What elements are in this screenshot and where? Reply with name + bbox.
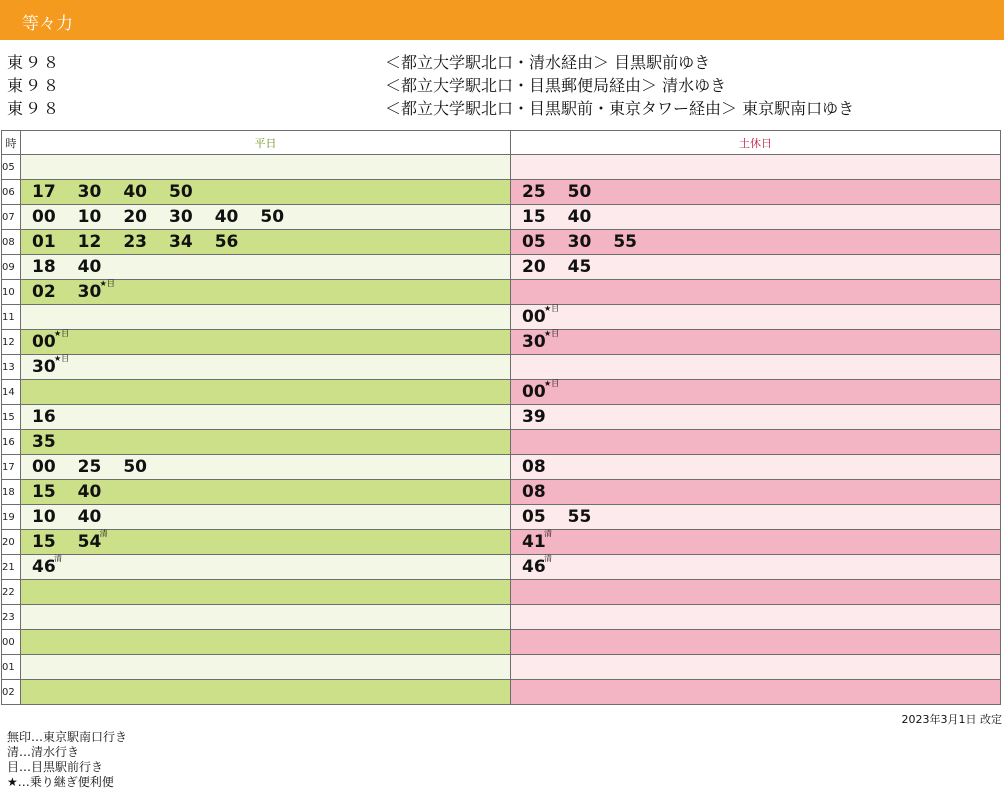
weekday-cell xyxy=(21,205,511,230)
holiday-cell xyxy=(511,530,1001,555)
hour-cell: 00 xyxy=(2,630,21,655)
minute-value: 00 xyxy=(522,307,546,327)
holiday-cell xyxy=(511,355,1001,380)
departure-minute xyxy=(32,457,56,477)
timetable-row xyxy=(2,630,1001,655)
minute-value: 00 xyxy=(32,457,56,477)
minute-value: 10 xyxy=(32,507,56,527)
weekday-cell xyxy=(21,430,511,455)
holiday-cell xyxy=(511,380,1001,405)
minute-list xyxy=(511,304,1000,327)
weekday-cell xyxy=(21,405,511,430)
holiday-cell xyxy=(511,405,1001,430)
hour-cell: 22 xyxy=(2,580,21,605)
departure-minute xyxy=(568,182,592,202)
legend-item: 清…清水行き xyxy=(7,745,80,759)
weekday-cell xyxy=(21,380,511,405)
timetable-header-row xyxy=(2,131,1001,155)
route-item xyxy=(0,71,1006,94)
departure-minute xyxy=(78,232,102,252)
destination-mark: ★目 xyxy=(544,379,560,388)
departure-minute xyxy=(32,232,56,252)
weekday-cell xyxy=(21,455,511,480)
departure-minute xyxy=(123,182,147,202)
departure-minute xyxy=(568,207,592,227)
weekday-cell xyxy=(21,255,511,280)
minute-value: 23 xyxy=(123,232,148,252)
minute-list xyxy=(21,482,510,502)
legend-item: ★…乗り継ぎ便利便 xyxy=(7,775,114,789)
minute-list xyxy=(21,354,510,377)
route-number: 東９８ xyxy=(7,99,62,118)
minute-value: 25 xyxy=(77,457,102,477)
route-destination: ＜都立大学駅北口・目黒駅前・東京タワー経由＞ 東京駅南口ゆき xyxy=(385,99,855,118)
minute-value: 34 xyxy=(169,232,193,252)
departure-minute xyxy=(32,482,56,502)
minute-list xyxy=(511,257,1000,277)
departure-minute xyxy=(32,432,56,452)
route-destination: ＜都立大学駅北口・清水経由＞ 目黒駅前ゆき xyxy=(385,53,711,72)
route-list xyxy=(0,48,1006,117)
legend-item: 目…目黒駅前行き xyxy=(7,760,104,774)
minute-list xyxy=(21,182,510,202)
holiday-cell xyxy=(511,205,1001,230)
weekday-cell xyxy=(21,230,511,255)
departure-minute xyxy=(522,257,546,277)
timetable-row xyxy=(2,330,1001,355)
minute-list xyxy=(511,554,1000,577)
departure-minute xyxy=(32,407,56,427)
minute-value: 50 xyxy=(567,182,592,202)
weekday-cell xyxy=(21,680,511,705)
hour-cell: 11 xyxy=(2,305,21,330)
timetable-row xyxy=(2,580,1001,605)
minute-value: 15 xyxy=(522,207,546,227)
departure-minute xyxy=(32,532,56,552)
weekday-cell xyxy=(21,180,511,205)
departure-minute xyxy=(568,507,592,527)
departure-minute xyxy=(32,554,62,577)
weekday-cell xyxy=(21,655,511,680)
timetable-row xyxy=(2,480,1001,505)
timetable-row xyxy=(2,530,1001,555)
holiday-column-header: 土休日 xyxy=(511,131,1001,155)
minute-value: 55 xyxy=(613,232,638,252)
minute-value: 40 xyxy=(123,182,148,202)
weekday-cell xyxy=(21,630,511,655)
departure-minute xyxy=(522,529,552,552)
minute-value: 12 xyxy=(77,232,102,252)
hour-cell: 21 xyxy=(2,555,21,580)
timetable-row xyxy=(2,255,1001,280)
departure-minute xyxy=(260,207,284,227)
departure-minute xyxy=(522,482,546,502)
minute-list xyxy=(511,232,1000,252)
timetable-row xyxy=(2,680,1001,705)
departure-minute xyxy=(77,279,115,302)
minute-list xyxy=(21,432,510,452)
hour-cell: 06 xyxy=(2,180,21,205)
hour-cell: 02 xyxy=(2,680,21,705)
holiday-cell xyxy=(511,580,1001,605)
departure-minute xyxy=(522,232,546,252)
minute-value: 08 xyxy=(522,457,546,477)
departure-minute xyxy=(522,407,546,427)
hour-cell: 12 xyxy=(2,330,21,355)
departure-minute xyxy=(32,354,70,377)
destination-mark: 清 xyxy=(544,554,552,563)
timetable-row xyxy=(2,505,1001,530)
departure-minute xyxy=(123,457,147,477)
route-item xyxy=(0,94,1006,117)
minute-value: 40 xyxy=(77,482,102,502)
minute-list xyxy=(511,207,1000,227)
departure-minute xyxy=(215,232,239,252)
weekday-cell xyxy=(21,580,511,605)
departure-minute xyxy=(78,207,102,227)
minute-list xyxy=(21,207,510,227)
route-number: 東９８ xyxy=(7,76,62,95)
minute-value: 40 xyxy=(567,207,592,227)
minute-list xyxy=(511,329,1000,352)
holiday-cell xyxy=(511,280,1001,305)
timetable-row xyxy=(2,180,1001,205)
destination-mark: ★目 xyxy=(54,329,70,338)
weekday-column-header: 平日 xyxy=(21,131,511,155)
departure-minute xyxy=(215,207,239,227)
departure-minute xyxy=(613,232,637,252)
departure-minute xyxy=(78,507,102,527)
minute-list xyxy=(511,482,1000,502)
departure-minute xyxy=(522,379,560,402)
minute-value: 30 xyxy=(169,207,193,227)
timetable-row xyxy=(2,380,1001,405)
hour-cell: 13 xyxy=(2,355,21,380)
minute-value: 20 xyxy=(522,257,546,277)
weekday-cell xyxy=(21,280,511,305)
timetable-row xyxy=(2,280,1001,305)
minute-value: 30 xyxy=(522,332,546,352)
legend-item: 無印…東京駅南口行き xyxy=(7,730,128,744)
minute-value: 30 xyxy=(77,282,102,302)
minute-list xyxy=(511,507,1000,527)
departure-minute xyxy=(32,507,56,527)
hour-cell: 08 xyxy=(2,230,21,255)
holiday-cell xyxy=(511,305,1001,330)
minute-value: 54 xyxy=(77,532,102,552)
timetable-row xyxy=(2,430,1001,455)
weekday-cell xyxy=(21,155,511,180)
holiday-cell xyxy=(511,430,1001,455)
minute-value: 20 xyxy=(123,207,148,227)
minute-value: 15 xyxy=(32,532,56,552)
minute-list xyxy=(21,554,510,577)
minute-list xyxy=(511,182,1000,202)
minute-value: 45 xyxy=(567,257,592,277)
timetable xyxy=(1,130,1001,705)
departure-minute xyxy=(32,207,56,227)
hour-cell: 05 xyxy=(2,155,21,180)
departure-minute xyxy=(568,232,592,252)
weekday-cell xyxy=(21,305,511,330)
weekday-cell xyxy=(21,530,511,555)
departure-minute xyxy=(123,207,147,227)
holiday-cell xyxy=(511,455,1001,480)
departure-minute xyxy=(522,329,560,352)
departure-minute xyxy=(78,182,102,202)
departure-minute xyxy=(169,232,193,252)
departure-minute xyxy=(78,457,102,477)
departure-minute xyxy=(522,304,560,327)
holiday-cell xyxy=(511,480,1001,505)
departure-minute xyxy=(522,507,546,527)
weekday-cell xyxy=(21,355,511,380)
holiday-cell xyxy=(511,230,1001,255)
minute-list xyxy=(511,407,1000,427)
minute-list xyxy=(21,257,510,277)
timetable-row xyxy=(2,355,1001,380)
weekday-cell xyxy=(21,480,511,505)
minute-value: 17 xyxy=(32,182,56,202)
minute-value: 00 xyxy=(522,382,546,402)
destination-mark: 清 xyxy=(544,529,552,538)
minute-value: 46 xyxy=(522,557,546,577)
minute-value: 02 xyxy=(32,282,56,302)
hour-cell: 07 xyxy=(2,205,21,230)
minute-value: 18 xyxy=(32,257,56,277)
minute-list xyxy=(21,329,510,352)
timetable-row xyxy=(2,655,1001,680)
weekday-cell xyxy=(21,330,511,355)
destination-mark: 清 xyxy=(54,554,62,563)
stop-name: 等々力 xyxy=(22,14,73,34)
departure-minute xyxy=(169,182,193,202)
hour-cell: 20 xyxy=(2,530,21,555)
minute-list xyxy=(21,407,510,427)
legend xyxy=(7,730,127,790)
departure-minute xyxy=(522,457,546,477)
departure-minute xyxy=(568,257,592,277)
departure-minute xyxy=(123,232,147,252)
minute-value: 05 xyxy=(522,232,546,252)
page-header xyxy=(0,0,1004,40)
timetable-body xyxy=(2,155,1001,705)
hour-cell: 19 xyxy=(2,505,21,530)
hour-cell: 15 xyxy=(2,405,21,430)
weekday-cell xyxy=(21,555,511,580)
revision-date: 2023年3月1日 改定 xyxy=(901,713,1002,726)
minute-list xyxy=(21,529,510,552)
route-item xyxy=(0,48,1006,71)
minute-value: 46 xyxy=(32,557,56,577)
minute-value: 40 xyxy=(77,507,102,527)
minute-value: 39 xyxy=(522,407,546,427)
weekday-cell xyxy=(21,605,511,630)
hour-cell: 23 xyxy=(2,605,21,630)
departure-minute xyxy=(32,282,56,302)
minute-value: 15 xyxy=(32,482,56,502)
holiday-cell xyxy=(511,605,1001,630)
hour-cell: 16 xyxy=(2,430,21,455)
minute-value: 10 xyxy=(77,207,102,227)
hour-cell: 01 xyxy=(2,655,21,680)
holiday-cell xyxy=(511,555,1001,580)
timetable-row xyxy=(2,555,1001,580)
departure-minute xyxy=(78,257,102,277)
route-destination: ＜都立大学駅北口・目黒郵便局経由＞ 清水ゆき xyxy=(385,76,727,95)
minute-value: 01 xyxy=(32,232,56,252)
departure-minute xyxy=(32,182,56,202)
departure-minute xyxy=(77,529,108,552)
weekday-cell xyxy=(21,505,511,530)
minute-value: 25 xyxy=(522,182,546,202)
destination-mark: 清 xyxy=(99,529,108,538)
holiday-cell xyxy=(511,255,1001,280)
minute-value: 40 xyxy=(77,257,102,277)
route-number: 東９８ xyxy=(7,53,62,72)
hour-column-header: 時 xyxy=(2,131,21,155)
holiday-cell xyxy=(511,680,1001,705)
hour-cell: 09 xyxy=(2,255,21,280)
minute-value: 00 xyxy=(32,207,56,227)
minute-list xyxy=(511,457,1000,477)
hour-cell: 17 xyxy=(2,455,21,480)
hour-cell: 18 xyxy=(2,480,21,505)
destination-mark: ★目 xyxy=(544,304,560,313)
departure-minute xyxy=(32,329,70,352)
departure-minute xyxy=(32,257,56,277)
hour-cell: 14 xyxy=(2,380,21,405)
minute-value: 56 xyxy=(214,232,239,252)
minute-value: 41 xyxy=(522,532,546,552)
holiday-cell xyxy=(511,180,1001,205)
departure-minute xyxy=(522,182,546,202)
minute-list xyxy=(21,457,510,477)
departure-minute xyxy=(78,482,102,502)
timetable-row xyxy=(2,155,1001,180)
timetable-row xyxy=(2,305,1001,330)
timetable-row xyxy=(2,205,1001,230)
minute-list xyxy=(21,232,510,252)
minute-value: 05 xyxy=(522,507,546,527)
minute-list xyxy=(511,529,1000,552)
minute-list xyxy=(21,507,510,527)
departure-minute xyxy=(522,207,546,227)
departure-minute xyxy=(522,554,552,577)
holiday-cell xyxy=(511,630,1001,655)
minute-list xyxy=(21,279,510,302)
minute-value: 30 xyxy=(32,357,56,377)
holiday-cell xyxy=(511,505,1001,530)
minute-value: 08 xyxy=(522,482,546,502)
hour-cell: 10 xyxy=(2,280,21,305)
destination-mark: ★目 xyxy=(544,329,560,338)
minute-value: 50 xyxy=(169,182,193,202)
minute-value: 50 xyxy=(123,457,148,477)
destination-mark: ★目 xyxy=(54,354,70,363)
minute-value: 30 xyxy=(567,232,592,252)
minute-value: 50 xyxy=(260,207,285,227)
destination-mark: ★目 xyxy=(99,279,115,288)
timetable-row xyxy=(2,605,1001,630)
minute-value: 55 xyxy=(567,507,592,527)
holiday-cell xyxy=(511,330,1001,355)
departure-minute xyxy=(169,207,193,227)
minute-value: 40 xyxy=(214,207,239,227)
minute-value: 30 xyxy=(77,182,102,202)
holiday-cell xyxy=(511,155,1001,180)
minute-list xyxy=(511,379,1000,402)
timetable-row xyxy=(2,405,1001,430)
timetable-row xyxy=(2,230,1001,255)
minute-value: 16 xyxy=(32,407,56,427)
timetable-row xyxy=(2,455,1001,480)
minute-value: 35 xyxy=(32,432,56,452)
minute-value: 00 xyxy=(32,332,56,352)
holiday-cell xyxy=(511,655,1001,680)
